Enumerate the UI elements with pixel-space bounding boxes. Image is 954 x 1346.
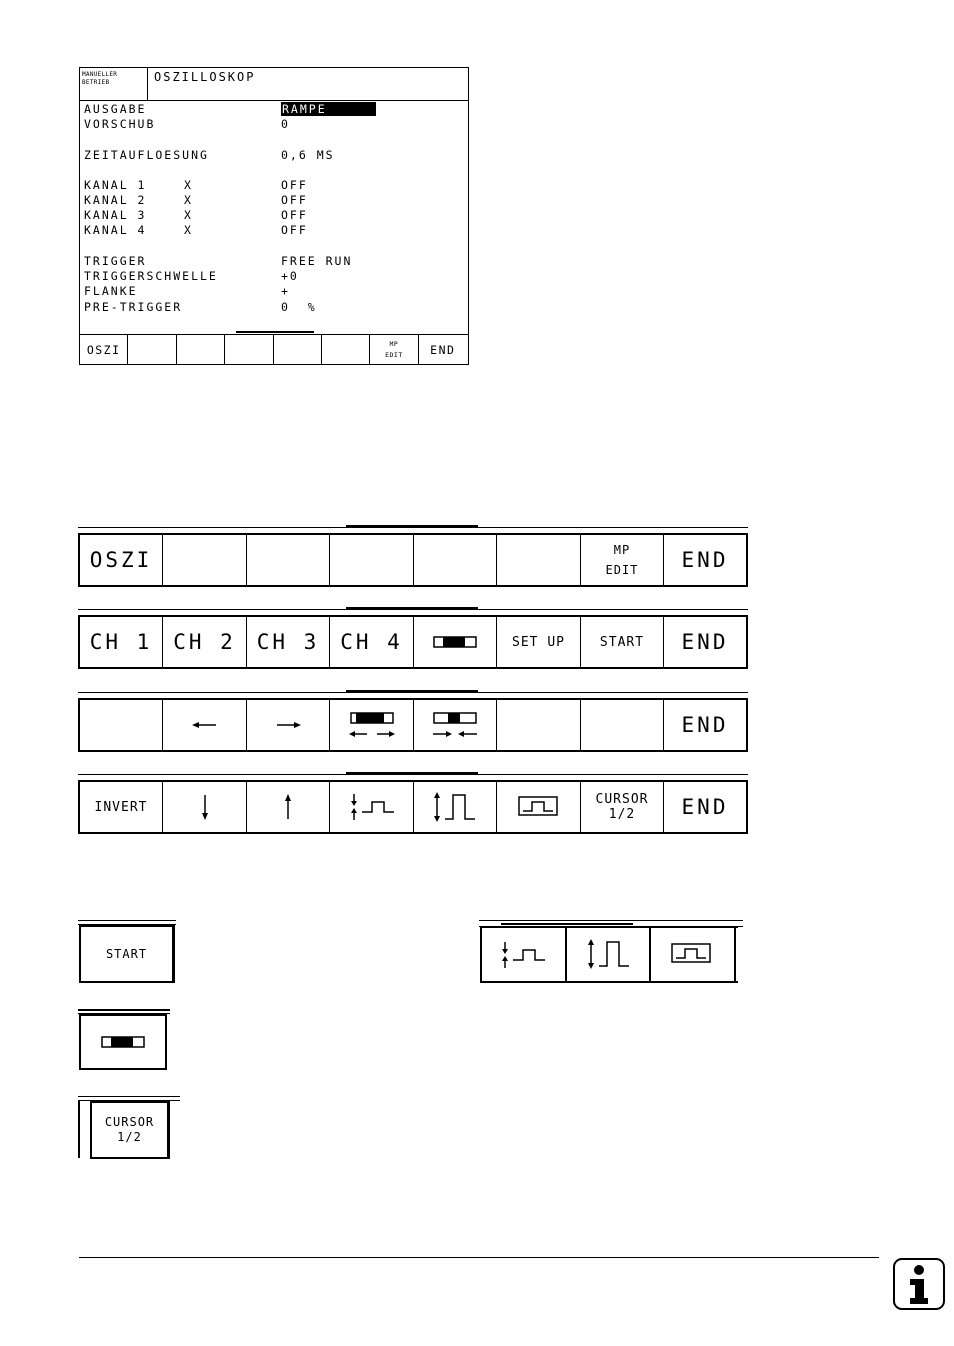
pulse-box-icon[interactable]	[671, 942, 713, 966]
bar-page-indicator	[346, 607, 478, 610]
parameter-row[interactable]	[84, 284, 464, 299]
softkey-ch-2[interactable]: CH 2	[163, 617, 247, 667]
softkey-empty[interactable]	[497, 700, 581, 750]
bar-select-key-example	[78, 1009, 172, 1071]
arrow-up-icon	[284, 794, 292, 820]
parameter-value[interactable]: 0 %	[281, 300, 317, 314]
parameter-value-selected[interactable]: RAMPE	[281, 102, 376, 116]
bar-page-indicator	[346, 772, 478, 775]
bar-select-softkey[interactable]	[414, 617, 497, 667]
parameter-axis: X	[184, 178, 193, 192]
footer-rule	[79, 1257, 879, 1258]
softkey-ch-3[interactable]: CH 3	[247, 617, 330, 667]
cursor-key[interactable]	[90, 1101, 170, 1159]
parameter-value[interactable]: OFF	[281, 223, 308, 237]
softkey-oszi[interactable]: OSZI	[80, 535, 163, 585]
parameter-value[interactable]: FREE RUN	[281, 254, 353, 268]
arrow-left-icon	[192, 721, 218, 729]
screen-softkey[interactable]	[177, 335, 225, 365]
screen-softkey[interactable]	[128, 335, 176, 365]
parameter-row[interactable]	[84, 178, 464, 193]
parameter-axis: X	[184, 223, 193, 237]
arrow-right-softkey[interactable]	[247, 700, 330, 750]
softkey-label: MP	[613, 543, 631, 557]
parameter-label: PRE-TRIGGER	[84, 300, 183, 314]
zoom-in-softkey[interactable]	[414, 700, 497, 750]
bar-page-indicator	[346, 525, 478, 528]
arrow-right-icon	[275, 721, 301, 729]
cursor-key-sublabel: 1/2	[117, 1130, 142, 1144]
softkey-label: CURSOR	[595, 792, 649, 807]
arrow-up-softkey[interactable]	[247, 782, 330, 832]
softkey-ch-4[interactable]: CH 4	[330, 617, 414, 667]
softkey-empty[interactable]	[497, 535, 581, 585]
zoom-out-softkey[interactable]	[330, 700, 414, 750]
softkey-empty[interactable]	[163, 535, 247, 585]
softkey-empty[interactable]	[581, 700, 664, 750]
screen-softkey[interactable]	[322, 335, 370, 365]
pulse-shrink-icon[interactable]	[497, 940, 549, 970]
parameter-row[interactable]	[84, 148, 464, 163]
start-key-example	[78, 920, 178, 984]
pulse-box-icon	[518, 795, 560, 819]
screen-softkey[interactable]	[274, 335, 322, 365]
softkey-ch-1[interactable]: CH 1	[80, 617, 163, 667]
parameter-row[interactable]	[84, 102, 464, 117]
bar-select-icon	[433, 636, 477, 648]
parameter-row[interactable]	[84, 269, 464, 284]
mode-line-2: BETRIEB	[82, 79, 110, 86]
pulse-stretch-softkey[interactable]	[414, 782, 497, 832]
softkey-mp[interactable]	[581, 535, 664, 585]
mode-line-1: MANUELLER	[82, 71, 118, 78]
softkey-sublabel: EDIT	[605, 563, 639, 577]
parameter-row[interactable]	[84, 117, 464, 132]
parameter-value[interactable]: +	[281, 284, 290, 298]
parameter-value[interactable]: 0	[281, 117, 290, 131]
softkey-cursor[interactable]	[581, 782, 664, 832]
pulse-stretch-icon[interactable]	[583, 938, 635, 970]
parameter-label: KANAL 2	[84, 193, 147, 207]
parameter-label: KANAL 1	[84, 178, 147, 192]
pulse-box-softkey[interactable]	[497, 782, 581, 832]
screen-softkey-bar	[80, 334, 468, 365]
parameter-label: ZEITAUFLOESUNG	[84, 148, 209, 162]
softkey-set-up[interactable]: SET UP	[497, 617, 581, 667]
parameter-label: FLANKE	[84, 284, 138, 298]
arrow-down-icon	[201, 794, 209, 820]
softkey-empty[interactable]	[247, 535, 330, 585]
softkey-invert[interactable]: INVERT	[80, 782, 163, 832]
parameter-axis: X	[184, 193, 193, 207]
parameter-row[interactable]	[84, 254, 464, 269]
softkey-sublabel: 1/2	[608, 807, 636, 822]
screen-softkey[interactable]: END	[430, 343, 456, 357]
parameter-value[interactable]: OFF	[281, 178, 308, 192]
zoom-in-icon	[432, 711, 478, 739]
zoom-out-icon	[349, 711, 395, 739]
bar-select-key[interactable]	[79, 1014, 167, 1070]
parameter-label: KANAL 3	[84, 208, 147, 222]
oscilloscope-screen	[79, 67, 469, 365]
pulse-shrink-icon	[346, 792, 398, 822]
pulse-keys-example	[479, 920, 745, 984]
screen-title: OSZILLOSKOP	[154, 70, 256, 84]
softkey-page-indicator	[236, 331, 314, 333]
softkey-empty[interactable]	[414, 535, 497, 585]
screen-softkey[interactable]	[225, 335, 273, 365]
parameter-value[interactable]: OFF	[281, 193, 308, 207]
screen-softkey[interactable]: MP EDIT	[370, 335, 418, 365]
parameter-label: VORSCHUB	[84, 117, 156, 131]
parameter-row[interactable]	[84, 300, 464, 315]
parameter-value[interactable]: 0,6 MS	[281, 148, 335, 162]
parameter-label: AUSGABE	[84, 102, 147, 116]
softkey-end[interactable]: END	[681, 630, 729, 654]
parameter-row[interactable]	[84, 223, 464, 238]
parameter-label: TRIGGER	[84, 254, 147, 268]
parameter-value[interactable]: +0	[281, 269, 299, 283]
bar-select-icon	[101, 1036, 145, 1048]
softkey-end[interactable]: END	[681, 713, 729, 737]
softkey-empty[interactable]	[330, 535, 414, 585]
arrow-left-softkey[interactable]	[163, 700, 247, 750]
info-icon	[893, 1258, 945, 1310]
cursor-key-label: CURSOR	[104, 1115, 155, 1129]
bar-page-indicator	[346, 690, 478, 693]
parameter-value[interactable]: OFF	[281, 208, 308, 222]
arrow-down-softkey[interactable]	[163, 782, 247, 832]
screen-softkey[interactable]: OSZI	[80, 335, 128, 365]
softkey-start[interactable]: START	[581, 617, 664, 667]
screen-header	[80, 68, 468, 101]
cursor-key-example	[78, 1096, 182, 1160]
softkey-end[interactable]: END	[681, 795, 729, 819]
pulse-shrink-softkey[interactable]	[330, 782, 414, 832]
parameter-label: KANAL 4	[84, 223, 147, 237]
operating-mode	[80, 68, 148, 100]
softkey-end[interactable]: END	[681, 548, 729, 572]
softkey-empty[interactable]	[80, 700, 163, 750]
parameter-label: TRIGGERSCHWELLE	[84, 269, 218, 283]
parameter-row[interactable]	[84, 208, 464, 223]
start-key-label: START	[105, 947, 148, 961]
pulse-stretch-icon	[429, 791, 481, 823]
parameter-axis: X	[184, 208, 193, 222]
parameter-row[interactable]	[84, 193, 464, 208]
start-key[interactable]	[79, 925, 175, 983]
